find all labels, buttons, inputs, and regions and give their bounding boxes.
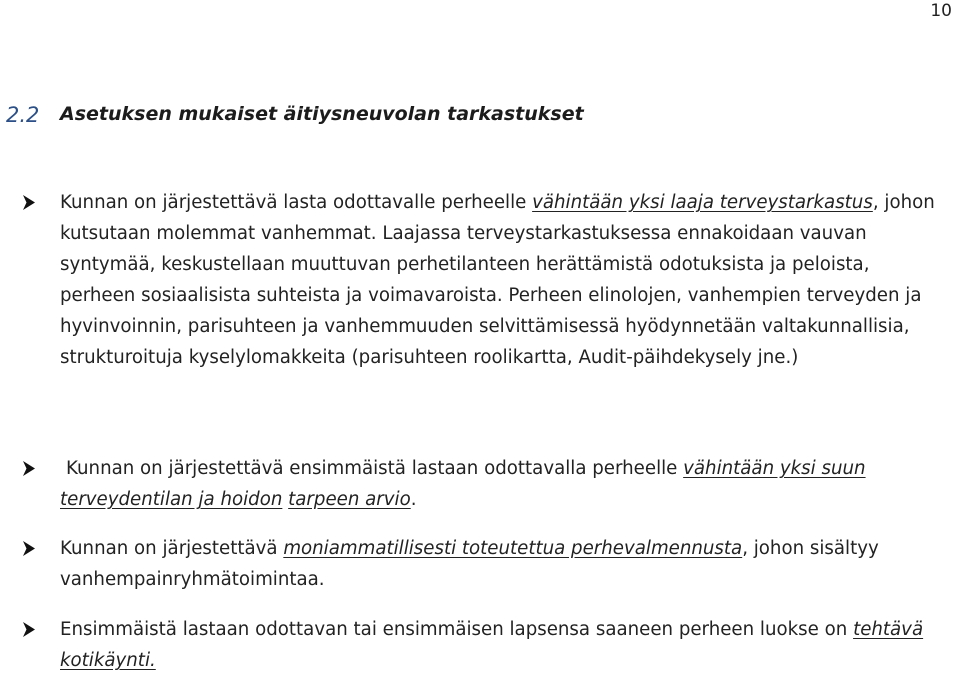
arrow-bullet-icon	[22, 187, 38, 218]
arrow-bullet-icon	[22, 453, 38, 484]
page-number: 10	[930, 1, 952, 21]
section-title: Asetuksen mukaiset äitiysneuvolan tarkastukset	[60, 103, 584, 125]
list-item-text: Ensimmäistä lastaan odottavan tai ensimmäisen lapsensa saaneen perheen luokse on tehtävä kotikäynti.	[60, 619, 924, 671]
list-item-text: Kunnan on järjestettävä moniammatillisesti toteutettua perhevalmennusta, johon sisältyy vanhempainryhmätoimintaa.	[60, 538, 879, 590]
list-item-text: Kunnan on järjestettävä lasta odottavalle perheelle vähintään yksi laaja terveystarkastus, johon kutsutaan molemmat vanhemmat. Laajassa terveystarkastuksessa ennakoidaan vauvan syntymää, keskustellaan muuttuvan perhetilanteen herättämistä odotuksista ja peloista, perheen sosiaalisista suhteista ja voimavaroista. Perheen elinolojen, vanhempien terveyden ja hyvinvoinnin, parisuhteen ja vanhemmuuden selvittämisessä hyödynnetään valtakunnallisia, strukturoituja kyselylomakkeita (parisuhteen roolikartta, Audit-päihdekysely jne.)	[60, 192, 935, 368]
inline-link[interactable]: moniammatillisesti toteutettua perhevalmennusta	[283, 538, 743, 559]
inline-link[interactable]: vähintään yksi suun terveydentilan ja hoidon	[60, 458, 866, 510]
arrow-bullet-icon	[22, 614, 38, 645]
inline-link[interactable]: vähintään yksi laaja terveystarkastus	[532, 192, 873, 213]
inline-link[interactable]: tehtävä kotikäynti.	[60, 619, 924, 671]
list-item-text: Kunnan on järjestettävä ensimmäistä lastaan odottavalla perheelle vähintään yksi suun terveydentilan ja hoidon tarpeen arvio.	[60, 458, 866, 510]
arrow-bullet-icon	[22, 533, 38, 564]
section-number: 2.2	[6, 103, 40, 127]
inline-link[interactable]: tarpeen arvio	[288, 489, 411, 510]
